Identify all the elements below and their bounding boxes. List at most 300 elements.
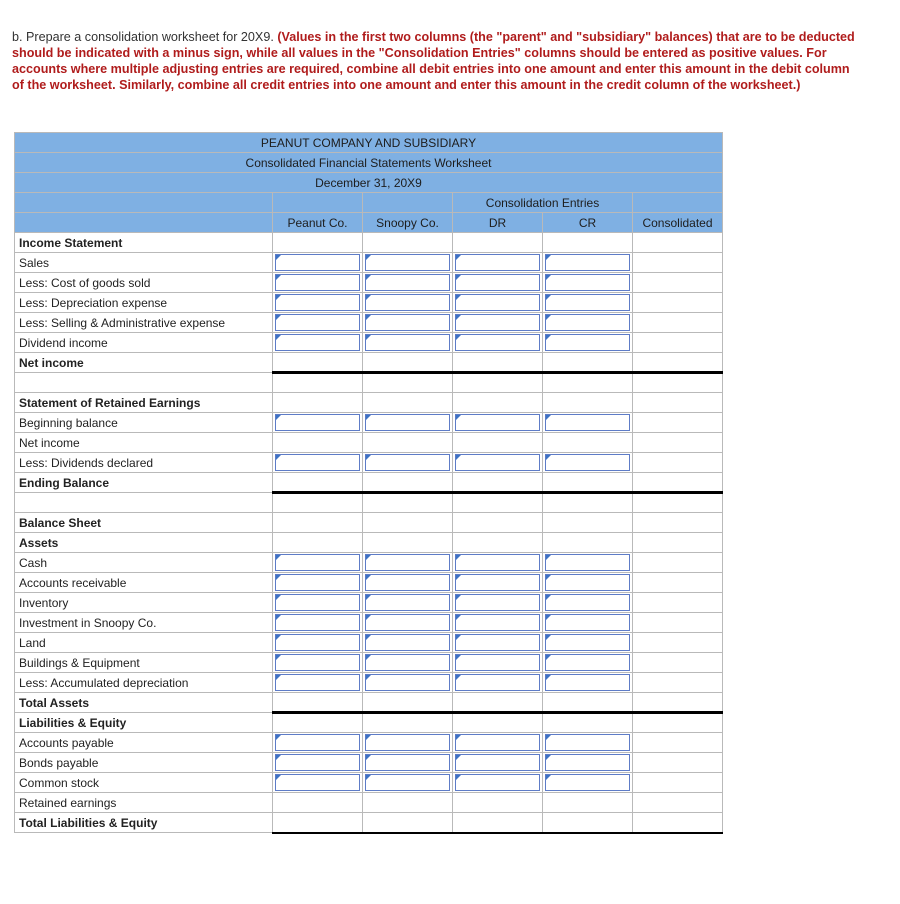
cell-dr — [453, 253, 543, 273]
cell-marker-icon — [366, 455, 371, 460]
column-header-dr: DR — [453, 213, 543, 233]
cell-cr — [543, 253, 633, 273]
cell-dr — [453, 313, 543, 333]
cell-cr — [543, 473, 633, 493]
row-label: Statement of Retained Earnings — [15, 393, 273, 413]
cell-marker-icon — [456, 775, 461, 780]
cell-marker-icon — [276, 735, 281, 740]
cell-snoopy — [363, 413, 453, 433]
worksheet-row — [15, 593, 723, 613]
worksheet-row — [15, 633, 723, 653]
cell-cr — [543, 313, 633, 333]
cell-marker-icon — [276, 615, 281, 620]
amount-input-cr[interactable] — [545, 654, 630, 671]
cell-peanut — [273, 593, 363, 613]
cell-snoopy — [363, 293, 453, 313]
worksheet-row — [15, 693, 723, 713]
cell-consolidated — [633, 433, 723, 453]
cell-dr — [453, 473, 543, 493]
cell-marker-icon — [456, 615, 461, 620]
amount-input-peanut[interactable] — [275, 334, 360, 351]
cell-cr — [543, 333, 633, 353]
amount-input-cr[interactable] — [545, 414, 630, 431]
cell-peanut — [273, 473, 363, 493]
worksheet-row — [15, 653, 723, 673]
cell-marker-icon — [276, 315, 281, 320]
cell-dr — [453, 753, 543, 773]
cell-snoopy — [363, 433, 453, 453]
amount-input-dr[interactable] — [455, 454, 540, 471]
cell-cr — [543, 773, 633, 793]
cell-cr — [543, 713, 633, 733]
cell-dr — [453, 613, 543, 633]
cell-peanut — [273, 773, 363, 793]
amount-input-snoopy[interactable] — [365, 754, 450, 771]
cell-dr — [453, 793, 543, 813]
cell-dr — [453, 493, 543, 513]
row-label: Net income — [15, 353, 273, 373]
amount-input-snoopy[interactable] — [365, 574, 450, 591]
cell-peanut — [273, 633, 363, 653]
row-label: Bonds payable — [15, 753, 273, 773]
cell-cr — [543, 393, 633, 413]
amount-input-snoopy[interactable] — [365, 774, 450, 791]
cell-snoopy — [363, 273, 453, 293]
cell-peanut — [273, 273, 363, 293]
cell-snoopy — [363, 453, 453, 473]
amount-input-peanut[interactable] — [275, 614, 360, 631]
cell-peanut — [273, 433, 363, 453]
cell-cr — [543, 553, 633, 573]
amount-input-peanut[interactable] — [275, 274, 360, 291]
worksheet-row — [15, 813, 723, 833]
cell-marker-icon — [366, 655, 371, 660]
cell-consolidated — [633, 253, 723, 273]
cell-peanut — [273, 233, 363, 253]
cell-peanut — [273, 253, 363, 273]
worksheet-row — [15, 393, 723, 413]
cell-snoopy — [363, 693, 453, 713]
cell-dr — [453, 293, 543, 313]
worksheet-row — [15, 753, 723, 773]
cell-marker-icon — [276, 755, 281, 760]
worksheet-row — [15, 293, 723, 313]
cell-marker-icon — [546, 595, 551, 600]
cell-cr — [543, 673, 633, 693]
row-label — [15, 373, 273, 393]
worksheet-row — [15, 233, 723, 253]
cell-consolidated — [633, 333, 723, 353]
column-header-snoopy: Snoopy Co. — [363, 213, 453, 233]
cell-marker-icon — [546, 675, 551, 680]
cell-marker-icon — [276, 635, 281, 640]
cell-marker-icon — [456, 335, 461, 340]
cell-cr — [543, 413, 633, 433]
amount-input-peanut[interactable] — [275, 314, 360, 331]
cell-marker-icon — [546, 335, 551, 340]
cell-snoopy — [363, 813, 453, 833]
cell-dr — [453, 813, 543, 833]
consolidation-worksheet — [14, 132, 723, 834]
cell-dr — [453, 353, 543, 373]
cell-snoopy — [363, 373, 453, 393]
cell-marker-icon — [546, 615, 551, 620]
cell-marker-icon — [276, 775, 281, 780]
amount-input-peanut[interactable] — [275, 734, 360, 751]
cell-consolidated — [633, 353, 723, 373]
cell-snoopy — [363, 393, 453, 413]
cell-peanut — [273, 793, 363, 813]
worksheet-row — [15, 773, 723, 793]
cell-consolidated — [633, 393, 723, 413]
cell-dr — [453, 273, 543, 293]
row-label: Less: Dividends declared — [15, 453, 273, 473]
cell-snoopy — [363, 493, 453, 513]
worksheet-row — [15, 373, 723, 393]
cell-consolidated — [633, 713, 723, 733]
amount-input-peanut[interactable] — [275, 294, 360, 311]
cell-peanut — [273, 493, 363, 513]
cell-peanut — [273, 513, 363, 533]
worksheet-row — [15, 493, 723, 513]
cell-marker-icon — [366, 595, 371, 600]
cell-cr — [543, 453, 633, 473]
cell-marker-icon — [546, 455, 551, 460]
row-label: Income Statement — [15, 233, 273, 253]
amount-input-cr[interactable] — [545, 754, 630, 771]
cell-marker-icon — [456, 275, 461, 280]
cell-cr — [543, 733, 633, 753]
amount-input-peanut[interactable] — [275, 674, 360, 691]
cell-consolidated — [633, 513, 723, 533]
amount-input-dr[interactable] — [455, 754, 540, 771]
cell-marker-icon — [456, 255, 461, 260]
cell-consolidated — [633, 413, 723, 433]
cell-marker-icon — [366, 615, 371, 620]
cell-marker-icon — [276, 455, 281, 460]
amount-input-dr[interactable] — [455, 274, 540, 291]
row-label: Assets — [15, 533, 273, 553]
amount-input-peanut[interactable] — [275, 754, 360, 771]
row-label: Buildings & Equipment — [15, 653, 273, 673]
cell-dr — [453, 513, 543, 533]
cell-cr — [543, 353, 633, 373]
cell-consolidated — [633, 373, 723, 393]
amount-input-cr[interactable] — [545, 334, 630, 351]
amount-input-snoopy[interactable] — [365, 274, 450, 291]
amount-input-snoopy[interactable] — [365, 634, 450, 651]
amount-input-peanut[interactable] — [275, 634, 360, 651]
amount-input-cr[interactable] — [545, 574, 630, 591]
cell-consolidated — [633, 273, 723, 293]
amount-input-peanut[interactable] — [275, 554, 360, 571]
cell-marker-icon — [546, 775, 551, 780]
cell-peanut — [273, 573, 363, 593]
row-label: Land — [15, 633, 273, 653]
amount-input-dr[interactable] — [455, 634, 540, 651]
cell-snoopy — [363, 333, 453, 353]
cell-marker-icon — [366, 315, 371, 320]
cell-consolidated — [633, 653, 723, 673]
amount-input-dr[interactable] — [455, 654, 540, 671]
cell-marker-icon — [276, 295, 281, 300]
cell-marker-icon — [456, 315, 461, 320]
cell-dr — [453, 533, 543, 553]
cell-snoopy — [363, 733, 453, 753]
amount-input-snoopy[interactable] — [365, 294, 450, 311]
cell-marker-icon — [456, 595, 461, 600]
cell-marker-icon — [276, 415, 281, 420]
cell-marker-icon — [456, 415, 461, 420]
amount-input-cr[interactable] — [545, 254, 630, 271]
cell-cr — [543, 653, 633, 673]
cell-dr — [453, 433, 543, 453]
column-header-cr: CR — [543, 213, 633, 233]
cell-marker-icon — [456, 575, 461, 580]
amount-input-peanut[interactable] — [275, 774, 360, 791]
cell-dr — [453, 673, 543, 693]
cell-snoopy — [363, 573, 453, 593]
amount-input-dr[interactable] — [455, 614, 540, 631]
amount-input-cr[interactable] — [545, 634, 630, 651]
worksheet-row — [15, 673, 723, 693]
cell-marker-icon — [456, 675, 461, 680]
cell-dr — [453, 593, 543, 613]
cell-consolidated — [633, 573, 723, 593]
cell-marker-icon — [366, 735, 371, 740]
cell-marker-icon — [546, 295, 551, 300]
row-label: Less: Selling & Administrative expense — [15, 313, 273, 333]
amount-input-cr[interactable] — [545, 454, 630, 471]
row-label: Investment in Snoopy Co. — [15, 613, 273, 633]
cell-consolidated — [633, 453, 723, 473]
worksheet-row — [15, 313, 723, 333]
cell-dr — [453, 653, 543, 673]
amount-input-snoopy[interactable] — [365, 614, 450, 631]
row-label: Beginning balance — [15, 413, 273, 433]
header-spacer — [15, 193, 273, 213]
cell-dr — [453, 713, 543, 733]
amount-input-snoopy[interactable] — [365, 734, 450, 751]
cell-snoopy — [363, 553, 453, 573]
cell-consolidated — [633, 313, 723, 333]
cell-marker-icon — [546, 315, 551, 320]
amount-input-dr[interactable] — [455, 674, 540, 691]
amount-input-peanut[interactable] — [275, 254, 360, 271]
cell-snoopy — [363, 753, 453, 773]
amount-input-dr[interactable] — [455, 574, 540, 591]
row-label: Less: Accumulated depreciation — [15, 673, 273, 693]
cell-marker-icon — [456, 735, 461, 740]
cell-peanut — [273, 353, 363, 373]
cell-peanut — [273, 733, 363, 753]
cell-consolidated — [633, 233, 723, 253]
worksheet-row — [15, 253, 723, 273]
row-label: Less: Cost of goods sold — [15, 273, 273, 293]
cell-marker-icon — [366, 295, 371, 300]
column-header-consolidated: Consolidated — [633, 213, 723, 233]
cell-snoopy — [363, 533, 453, 553]
cell-snoopy — [363, 593, 453, 613]
cell-consolidated — [633, 473, 723, 493]
cell-consolidated — [633, 593, 723, 613]
worksheet-row — [15, 533, 723, 553]
amount-input-peanut[interactable] — [275, 594, 360, 611]
cell-dr — [453, 693, 543, 713]
cell-marker-icon — [276, 595, 281, 600]
cell-snoopy — [363, 613, 453, 633]
cell-marker-icon — [276, 255, 281, 260]
cell-snoopy — [363, 633, 453, 653]
cell-peanut — [273, 613, 363, 633]
row-label: Less: Depreciation expense — [15, 293, 273, 313]
cell-cr — [543, 793, 633, 813]
amount-input-cr[interactable] — [545, 734, 630, 751]
cell-peanut — [273, 293, 363, 313]
cell-peanut — [273, 413, 363, 433]
instructions-plain: b. Prepare a consolidation worksheet for 20X9. — [12, 30, 274, 44]
cell-consolidated — [633, 613, 723, 633]
amount-input-cr[interactable] — [545, 674, 630, 691]
worksheet-row — [15, 273, 723, 293]
cell-marker-icon — [546, 275, 551, 280]
amount-input-snoopy[interactable] — [365, 254, 450, 271]
worksheet-row — [15, 733, 723, 753]
amount-input-snoopy[interactable] — [365, 334, 450, 351]
cell-marker-icon — [276, 675, 281, 680]
amount-input-dr[interactable] — [455, 414, 540, 431]
cell-peanut — [273, 693, 363, 713]
row-label: Net income — [15, 433, 273, 453]
header-spacer — [15, 213, 273, 233]
amount-input-dr[interactable] — [455, 774, 540, 791]
cell-marker-icon — [546, 735, 551, 740]
cell-marker-icon — [276, 555, 281, 560]
amount-input-snoopy[interactable] — [365, 594, 450, 611]
cell-snoopy — [363, 793, 453, 813]
row-label — [15, 493, 273, 513]
cell-marker-icon — [546, 555, 551, 560]
worksheet-subtitle: Consolidated Financial Statements Worksheet — [15, 153, 723, 173]
cell-peanut — [273, 813, 363, 833]
cell-cr — [543, 533, 633, 553]
cell-dr — [453, 393, 543, 413]
amount-input-peanut[interactable] — [275, 654, 360, 671]
cell-dr — [453, 633, 543, 653]
cell-cr — [543, 293, 633, 313]
header-spacer — [273, 193, 363, 213]
cell-marker-icon — [546, 635, 551, 640]
cell-peanut — [273, 553, 363, 573]
cell-consolidated — [633, 733, 723, 753]
cell-dr — [453, 373, 543, 393]
amount-input-dr[interactable] — [455, 254, 540, 271]
amount-input-cr[interactable] — [545, 274, 630, 291]
cell-dr — [453, 413, 543, 433]
cell-snoopy — [363, 233, 453, 253]
amount-input-dr[interactable] — [455, 294, 540, 311]
header-spacer — [363, 193, 453, 213]
cell-consolidated — [633, 553, 723, 573]
cell-marker-icon — [546, 415, 551, 420]
row-label: Cash — [15, 553, 273, 573]
cell-snoopy — [363, 473, 453, 493]
cell-consolidated — [633, 533, 723, 553]
cell-marker-icon — [456, 555, 461, 560]
cell-peanut — [273, 753, 363, 773]
cell-cr — [543, 633, 633, 653]
worksheet-row — [15, 453, 723, 473]
worksheet-row — [15, 553, 723, 573]
amount-input-dr[interactable] — [455, 594, 540, 611]
amount-input-peanut[interactable] — [275, 574, 360, 591]
cell-marker-icon — [546, 575, 551, 580]
amount-input-snoopy[interactable] — [365, 314, 450, 331]
cell-snoopy — [363, 713, 453, 733]
header-spacer — [633, 193, 723, 213]
amount-input-dr[interactable] — [455, 554, 540, 571]
cell-marker-icon — [456, 455, 461, 460]
amount-input-cr[interactable] — [545, 294, 630, 311]
worksheet-row — [15, 433, 723, 453]
cell-peanut — [273, 533, 363, 553]
cell-peanut — [273, 653, 363, 673]
amount-input-peanut[interactable] — [275, 454, 360, 471]
cell-peanut — [273, 373, 363, 393]
cell-snoopy — [363, 513, 453, 533]
row-label: Liabilities & Equity — [15, 713, 273, 733]
cell-consolidated — [633, 493, 723, 513]
amount-input-snoopy[interactable] — [365, 454, 450, 471]
cell-marker-icon — [546, 755, 551, 760]
column-header-peanut: Peanut Co. — [273, 213, 363, 233]
amount-input-cr[interactable] — [545, 554, 630, 571]
cell-marker-icon — [366, 775, 371, 780]
cell-dr — [453, 553, 543, 573]
amount-input-snoopy[interactable] — [365, 554, 450, 571]
cell-consolidated — [633, 673, 723, 693]
cell-marker-icon — [456, 635, 461, 640]
amount-input-cr[interactable] — [545, 594, 630, 611]
row-label: Retained earnings — [15, 793, 273, 813]
amount-input-snoopy[interactable] — [365, 414, 450, 431]
cell-marker-icon — [366, 675, 371, 680]
cell-cr — [543, 613, 633, 633]
amount-input-snoopy[interactable] — [365, 674, 450, 691]
amount-input-cr[interactable] — [545, 614, 630, 631]
amount-input-snoopy[interactable] — [365, 654, 450, 671]
cell-snoopy — [363, 773, 453, 793]
cell-marker-icon — [366, 755, 371, 760]
worksheet-row — [15, 613, 723, 633]
cell-marker-icon — [366, 275, 371, 280]
cell-marker-icon — [546, 655, 551, 660]
cell-cr — [543, 513, 633, 533]
cell-marker-icon — [276, 275, 281, 280]
amount-input-dr[interactable] — [455, 734, 540, 751]
amount-input-cr[interactable] — [545, 774, 630, 791]
cell-consolidated — [633, 693, 723, 713]
cell-marker-icon — [276, 335, 281, 340]
worksheet-row — [15, 793, 723, 813]
amount-input-peanut[interactable] — [275, 414, 360, 431]
cell-cr — [543, 433, 633, 453]
amount-input-dr[interactable] — [455, 334, 540, 351]
cell-dr — [453, 573, 543, 593]
amount-input-dr[interactable] — [455, 314, 540, 331]
amount-input-cr[interactable] — [545, 314, 630, 331]
row-label: Dividend income — [15, 333, 273, 353]
